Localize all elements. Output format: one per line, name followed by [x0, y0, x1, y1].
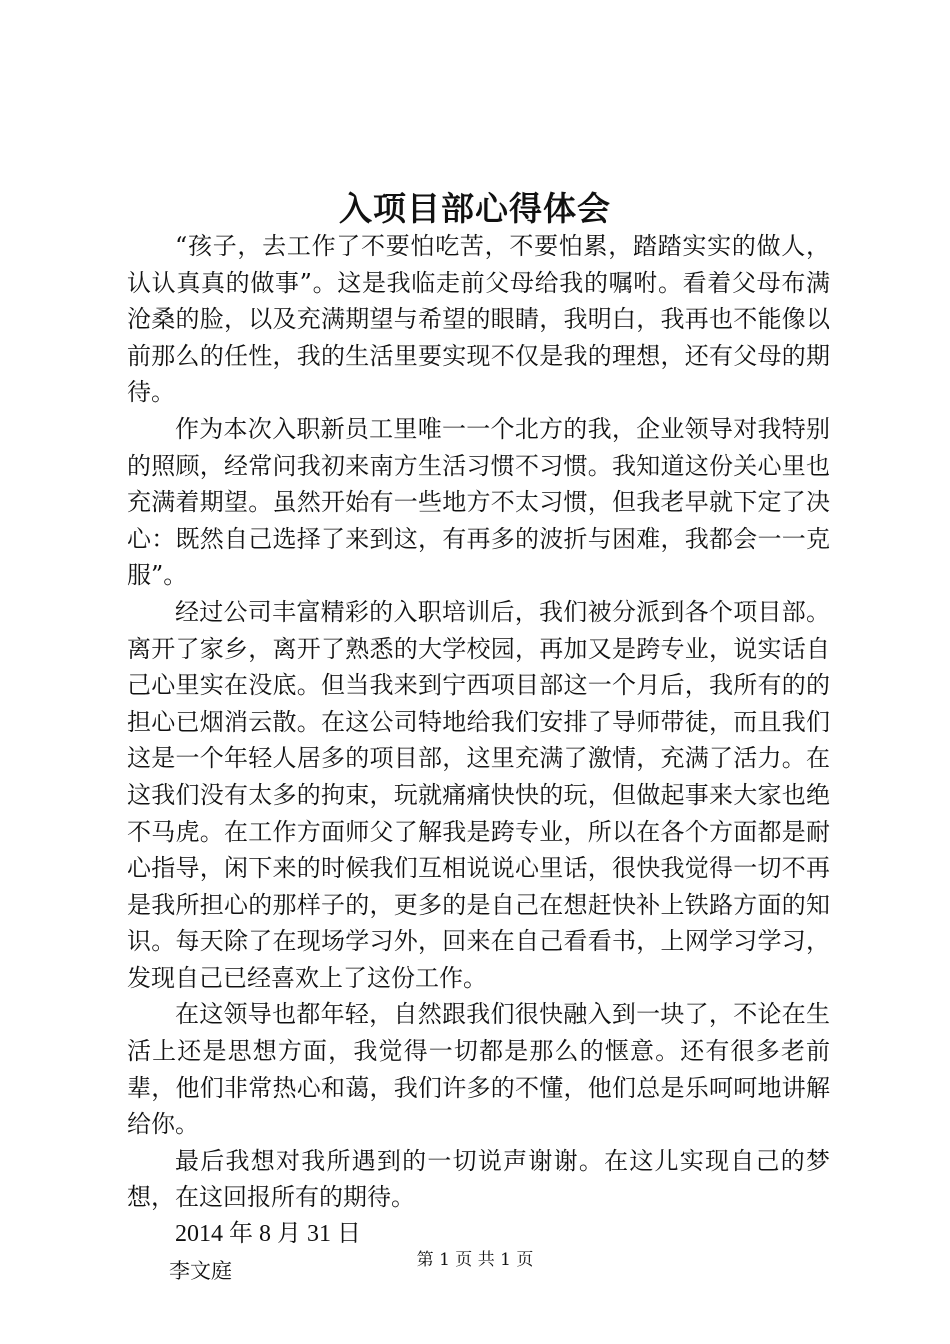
paragraph: 在这领导也都年轻，自然跟我们很快融入到一块了，不论在生活上还是思想方面，我觉得一切都是那么的惬意。还有很多老前辈，他们非常热心和蔼，我们许多的不懂，他们总是乐呵呵地讲解给你。 — [127, 1000, 830, 1139]
paragraph: 经过公司丰富精彩的入职培训后，我们被分派到各个项目部。离开了家乡，离开了熟悉的大学校园，再加又是跨专业，说实话自己心里实在没底。但当我来到宁西项目部这一个月后，我所有的的担心已烟消云散。在这公司特地给我们安排了导师带徒，而且我们这是一个年轻人居多的项目部，这里充满了激情，充满了活力。在这我们没有太多的拘束，玩就痛痛快快的玩，但做起事来大家也绝不马虎。在工作方面师父了解我是跨专业，所以在各个方面都是耐心指导，闲下来的时候我们互相说说心里话，很快我觉得一切不再是我所担心的那样子的，更多的是自己在想赶快补上铁路方面的知识。每天除了在现场学习外，回来在自己看看书，上网学习学习，发现自己已经喜欢上了这份工作。 — [127, 597, 830, 992]
document-title: 入项目部心得体会 — [339, 189, 611, 228]
document-body — [127, 228, 830, 1289]
page-footer: 第 1 页 共 1 页 — [416, 1250, 534, 1270]
signature-date: 2014 年 8 月 31 日 — [175, 1221, 361, 1248]
paragraph: 作为本次入职新员工里唯一一个北方的我，企业领导对我特别的照顾，经常问我初来南方生活习惯不习惯。我知道这份关心里也充满着期望。虽然开始有一些地方不太习惯，但我老早就下定了决心：既然自己选择了来到这，有再多的波折与困难，我都会一一克服”。 — [127, 414, 830, 590]
signature-author: 李文庭 — [169, 1258, 232, 1283]
paragraph: 最后我想对我所遇到的一切说声谢谢。在这儿实现自己的梦想，在这回报所有的期待。 — [127, 1146, 830, 1212]
paragraph: “孩子，去工作了不要怕吃苦，不要怕累，踏踏实实的做人，认认真真的做事”。这是我临走前父母给我的嘱咐。看着父母布满沧桑的脸，以及充满期望与希望的眼睛，我明白，我再也不能像以前那么的任性，我的生活里要实现不仅是我的理想，还有父母的期待。 — [127, 232, 830, 407]
